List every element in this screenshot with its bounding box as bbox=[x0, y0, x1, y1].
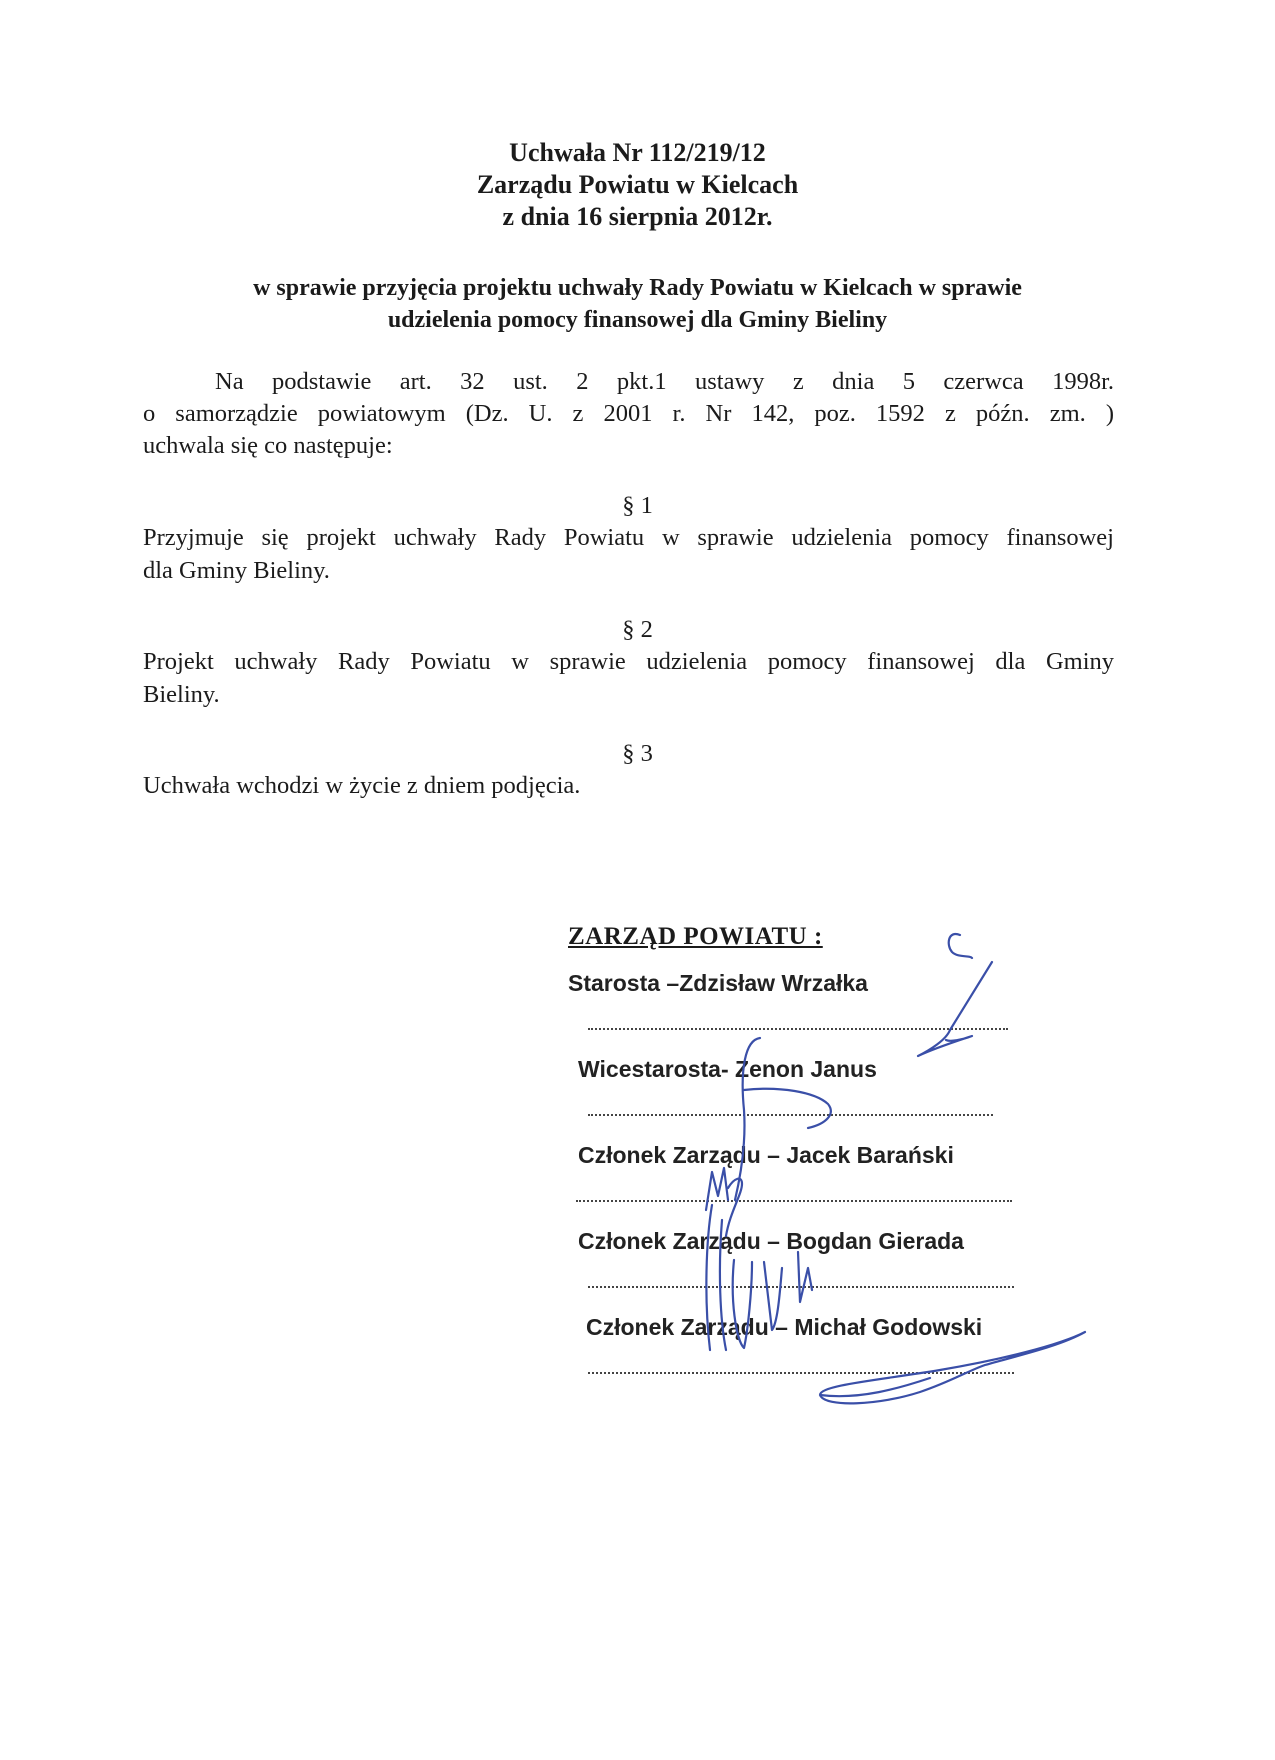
section-3-line-1: Uchwała wchodzi w życie z dniem podjęcia. bbox=[143, 772, 581, 799]
member-godowski: Członek Zarządu – Michał Godowski bbox=[586, 1314, 983, 1340]
resolution-date: z dnia 16 sierpnia 2012r. bbox=[502, 202, 773, 231]
subject-line-2: udzielenia pomocy finansowej dla Gminy Bieliny bbox=[387, 307, 888, 333]
board-title: ZARZĄD POWIATU : bbox=[568, 923, 823, 950]
signature-baranski bbox=[706, 1168, 742, 1236]
signature-line-4 bbox=[588, 1286, 1014, 1288]
resolution-number: Uchwała Nr 112/219/12 bbox=[509, 138, 766, 167]
signature-starosta bbox=[918, 934, 992, 1056]
section-1-sign: § 1 bbox=[622, 492, 653, 519]
section-2-line-2: Bieliny. bbox=[143, 681, 220, 708]
signature-line-3 bbox=[576, 1200, 1012, 1202]
section-3-sign: § 3 bbox=[622, 740, 653, 767]
preamble-line-3: uchwala się co następuje: bbox=[143, 432, 393, 459]
section-1-line-1: Przyjmuje się projekt uchwały Rady Powiatu w sprawie udzielenia pomocy finansowej bbox=[143, 524, 1114, 551]
member-wicestarosta: Wicestarosta- Zenon Janus bbox=[578, 1056, 877, 1082]
member-starosta: Starosta –Zdzisław Wrzałka bbox=[568, 970, 868, 996]
section-2-line-1: Projekt uchwały Rady Powiatu w sprawie udzielenia pomocy finansowej dla Gminy bbox=[143, 648, 1114, 675]
preamble-line-2: o samorządzie powiatowym (Dz. U. z 2001 r. Nr 142, poz. 1592 z późn. zm. ) bbox=[143, 400, 1114, 427]
preamble-line-1: Na podstawie art. 32 ust. 2 pkt.1 ustawy z dnia 5 czerwca 1998r. bbox=[215, 368, 1114, 395]
signature-line-5 bbox=[588, 1372, 1014, 1374]
member-gierada: Członek Zarządu – Bogdan Gierada bbox=[578, 1228, 964, 1254]
member-barański: Członek Zarządu – Jacek Barański bbox=[578, 1142, 954, 1168]
signature-godowski bbox=[820, 1332, 1085, 1403]
issuing-body: Zarządu Powiatu w Kielcach bbox=[476, 170, 799, 199]
section-1-line-2: dla Gminy Bieliny. bbox=[143, 557, 330, 584]
signature-line-2 bbox=[588, 1114, 993, 1116]
subject-line-1: w sprawie przyjęcia projektu uchwały Rady Powiatu w Kielcach w sprawie bbox=[253, 275, 1022, 301]
section-2-sign: § 2 bbox=[622, 616, 653, 643]
signature-line-1 bbox=[588, 1028, 1008, 1030]
